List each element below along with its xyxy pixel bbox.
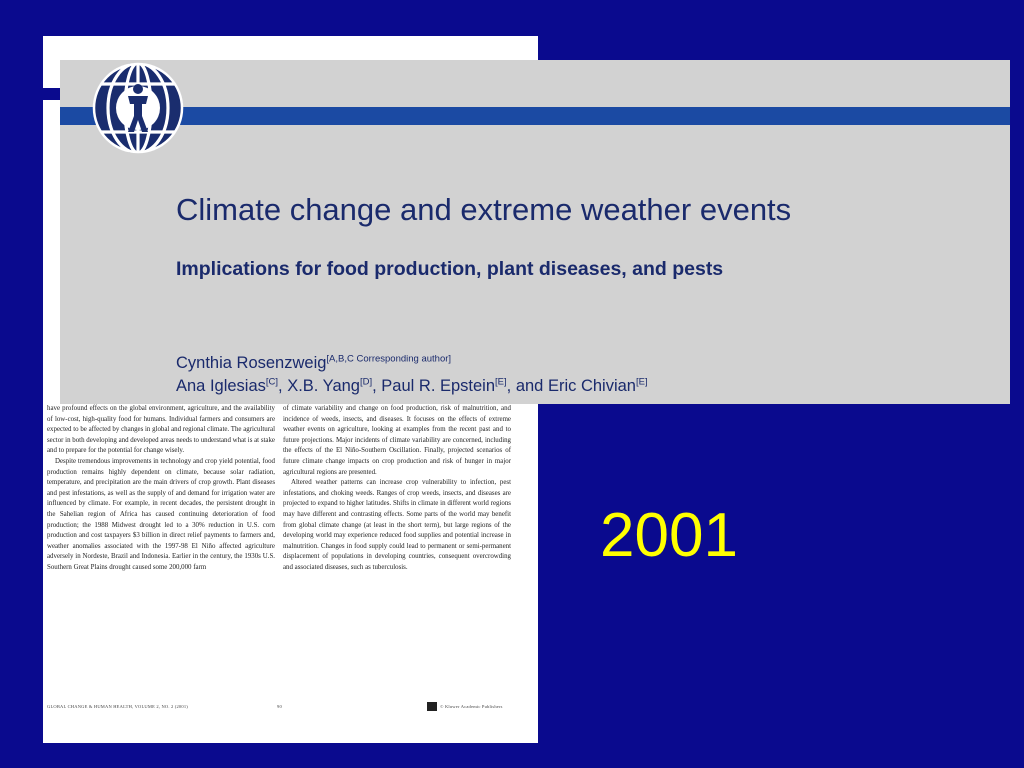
author-affiliation: [A,B,C Corresponding author] — [326, 353, 452, 365]
article-title: Climate change and extreme weather events — [176, 192, 792, 227]
right-paragraph-2: Altered weather patterns can increase crop vulnerability to infection, pest infestations, and choking weeds. Ranges of crop weeds, insects, and diseases are projected to expand to higher latitudes. Shifts in climate in different world regions may have different and contrasting effects. Some parts of the world may benefit from global climate change (at least in the short term), but large regions of the developing world may experience reduced food supplies and potential increase in malnutrition. Changes in food supply could lead to permanent or semi-permanent displacement of populations in developing countries, consequent overcrowding and associated diseases, such as tuberculosis. — [283, 479, 511, 571]
author-affiliation: [D] — [359, 376, 373, 388]
author-line-1 — [176, 352, 648, 375]
article-body — [47, 404, 511, 574]
right-column — [283, 404, 511, 574]
author-list — [176, 352, 648, 398]
page-footer — [47, 702, 507, 711]
journal-citation: GLOBAL CHANGE & HUMAN HEALTH, VOLUME 2, NO. 2 (2001) — [47, 704, 188, 709]
author-separator: , — [372, 377, 382, 395]
author-name: Paul R. Epstein — [381, 377, 496, 395]
publisher — [427, 702, 503, 711]
publisher-name: © Kluwer Academic Publishers — [440, 704, 503, 709]
left-paragraph-2: Despite tremendous improvements in technology and crop yield potential, food production remains highly dependent on climate, because solar radiation, temperature, and precipitation are the main drivers of crop growth. Plant diseases and pest infestations, as well as the supply of and demand for irrigation water are influenced by climate. For example, in recent decades, the persistent drought in the Sahelian region of Africa has caused continuing deterioration of food production; the 1988 Midwest drought led to a 30% reduction in U.S. corn production and cost taxpayers $3 billion in direct relief payments to farmers and, weather anomalies associated with the 1997-98 El Niño affected agriculture adversely in Nordeste, Brazil and Indonesia. Earlier in the century, the 1930s U.S. Southern Great Plains drought caused some 200,000 farm — [47, 457, 275, 571]
article-subtitle: Implications for food production, plant diseases, and pests — [176, 258, 724, 280]
author-name: Eric Chivian — [547, 377, 636, 395]
left-column — [47, 404, 275, 574]
header-stripe — [60, 107, 1010, 125]
author-separator: , and — [506, 377, 548, 395]
right-paragraph-1: of climate variability and change on food production, risk of malnutrition, and incidence of weeds, insects, and diseases. It focuses on the effects of extreme weather events on agriculture, looking at examples from the recent past and to future projections. Major incidents of climate variability are concerned, including the effects of the El Niño-Southern Oscillation. Finally, projected scenarios of future climate change impacts on crop production and risk of hunger in major agricultural regions are presented. — [283, 405, 511, 476]
publisher-logo-icon — [427, 702, 437, 711]
author-name: Cynthia Rosenzweig — [176, 354, 327, 372]
human-figure-globe-icon — [90, 60, 186, 156]
author-name: Ana Iglesias — [176, 377, 266, 395]
article-header-crop — [60, 60, 1010, 404]
author-affiliation: [E] — [495, 376, 507, 388]
author-affiliation: [C] — [265, 376, 279, 388]
author-affiliation: [E] — [635, 376, 648, 388]
author-name: X.B. Yang — [287, 377, 360, 395]
year-label: 2001 — [600, 501, 738, 570]
author-separator: , — [278, 377, 288, 395]
author-line-2 — [176, 375, 648, 398]
left-paragraph-1: have profound effects on the global environment, agriculture, and the availability of low-cost, high-quality food for humans. Individual farmers and consumers are expected to be affected by changes in global and regional climate. The agricultural sector in both developing and developed areas needs to understand what is at stake and to prepare for the potential for change wisely. — [47, 405, 275, 455]
page-number: 90 — [277, 704, 282, 709]
